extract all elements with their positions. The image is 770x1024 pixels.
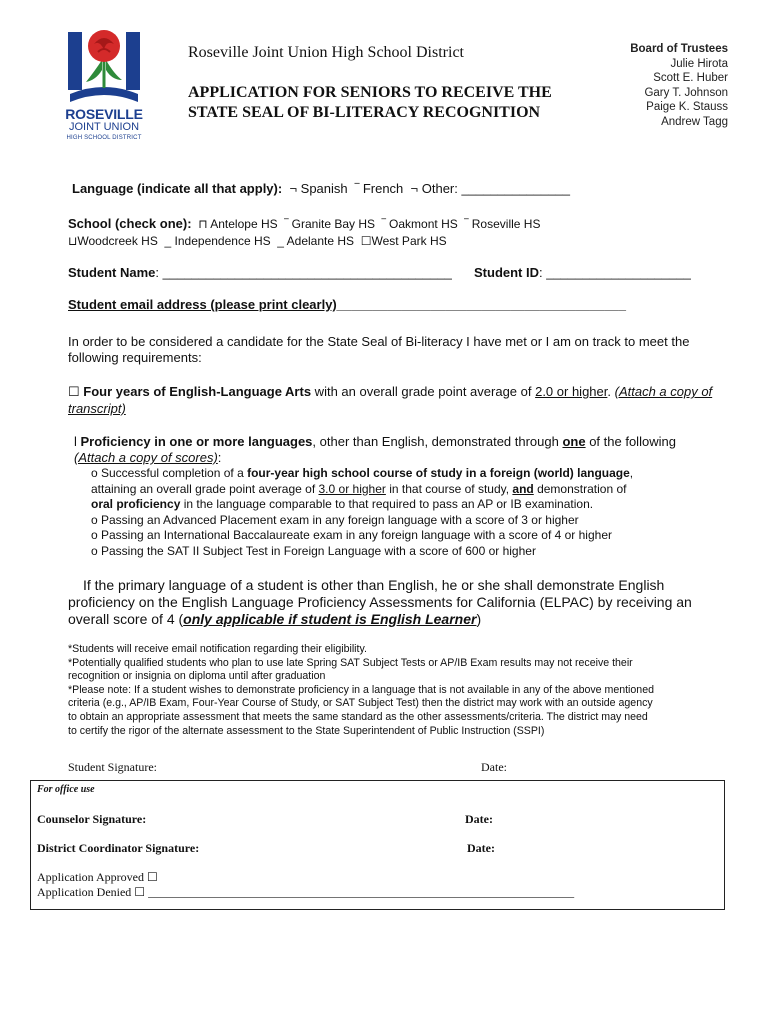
application-denied-checkbox[interactable]: Application Denied ☐: [37, 885, 149, 899]
checkbox-other[interactable]: ¬: [406, 181, 422, 196]
student-name-label: Student Name: [68, 265, 156, 280]
form-title-line1: APPLICATION FOR SENIORS TO RECEIVE THE: [188, 84, 552, 101]
elpac-line2: proficiency on the English Language Proficiency Assessments for California (ELPAC) by receiving an: [68, 594, 692, 610]
req-language-one: one: [562, 434, 586, 449]
student-signature-field[interactable]: Student Signature:: [68, 760, 157, 774]
intro-paragraph: In order to be considered a candidate for the State Seal of Bi-literacy I have met or I am on track to meet the following requirements:: [68, 334, 690, 365]
note-alternate-1: *Please note: If a student wishes to demonstrate proficiency in a language that is not available in any of the above mentioned: [68, 683, 654, 696]
option-french-label: French: [362, 181, 404, 196]
school-row-2: [68, 234, 447, 248]
application-denied-line[interactable]: _______________________________________________________________________: [148, 885, 575, 899]
option-spanish-label: Spanish: [300, 181, 348, 196]
student-email-label: Student email address (please print clearly): [68, 297, 337, 312]
checkbox-spanish[interactable]: ¬: [285, 181, 301, 196]
logo-word-joint-union: JOINT UNION: [68, 121, 140, 133]
board-member: Andrew Tagg: [661, 115, 728, 128]
elpac-line3-pre: overall score of 4 (: [68, 611, 184, 627]
school-row-1: [68, 216, 540, 231]
student-name-line[interactable]: : ________________________________________: [155, 265, 452, 280]
school-independence-label: Independence HS: [174, 234, 271, 248]
checkbox-roseville[interactable]: ‾: [461, 217, 472, 231]
note-alternate-2: criteria (e.g., AP/IB Exam, Four-Year Course of Study, or SAT Subject Test) then the district may work with an outside agency: [68, 697, 653, 710]
checkbox-west-park[interactable]: ☐: [357, 234, 372, 248]
checkbox-granite-bay[interactable]: ‾: [280, 217, 292, 231]
logo-word-hsd: HIGH SCHOOL DISTRICT: [66, 135, 142, 141]
student-date-field[interactable]: Date:: [481, 760, 507, 774]
board-member: Scott E. Huber: [653, 72, 728, 84]
sub-course-l2-and: and: [512, 481, 534, 496]
note-alternate-4: to certify the rigor of the alternate assessment to the State Superintendent of Public Instruction (SSPI): [68, 724, 545, 737]
counselor-date-field[interactable]: Date:: [465, 812, 493, 826]
board-heading: Board of Trustees: [630, 43, 728, 55]
note-late-tests-2: recognition or insignia on diploma until after graduation: [68, 670, 326, 683]
sub-criterion-course-line3: [91, 497, 633, 513]
checkbox-independence[interactable]: _: [161, 234, 175, 248]
sub-course-l2-gpa: 3.0 or higher: [318, 481, 386, 496]
school-adelante-label: Adelante HS: [286, 234, 355, 248]
school-roseville-label: Roseville HS: [471, 217, 541, 231]
sub-criterion-course: [91, 466, 633, 482]
req-english-dot: .: [607, 384, 615, 399]
sub-course-pre: o Successful completion of a: [91, 466, 248, 480]
req-language-text: , other than English, demonstrated through: [312, 434, 563, 449]
sub-course-bold: four-year high school course of study in a foreign (world) language: [247, 466, 630, 480]
requirement-english: [68, 383, 718, 417]
board-member: Paige K. Stauss: [646, 101, 728, 113]
checkbox-french[interactable]: ‾: [351, 181, 363, 196]
board-member: Julie Hirota: [670, 57, 728, 70]
sub-criteria-list: [91, 466, 633, 559]
notes-section: [68, 643, 654, 738]
application-denied-row: [37, 885, 574, 900]
note-late-tests-1: *Potentially qualified students who plan to use late Spring SAT Subject Tests or AP/IB Exam results may not receive their: [68, 656, 633, 669]
req-english-attach: (Attach a copy of transcript): [68, 384, 713, 416]
student-id-line[interactable]: : ____________________: [539, 265, 691, 280]
note-alternate-3: to obtain an appropriate assessment that meets the same standard as the other assessments/criteria. The district may need: [68, 710, 648, 723]
school-oakmont-label: Oakmont HS: [389, 217, 458, 231]
requirement-language: [74, 434, 724, 466]
sub-course-l3-post: in the language comparable to that required to pass an AP or IB examination.: [180, 497, 594, 511]
checkbox-woodcreek[interactable]: ⊔: [68, 234, 78, 248]
rose-book-emblem-icon: [64, 24, 144, 106]
elpac-line3-post: ): [476, 611, 482, 627]
sub-course-l3-bold: oral proficiency: [91, 497, 181, 511]
elpac-line3-bold: only applicable if student is English Learner: [183, 611, 477, 627]
req-language-attach: (Attach a copy of scores): [74, 450, 218, 465]
logo-word-roseville: ROSEVILLE: [65, 106, 143, 122]
office-use-box: [30, 780, 725, 910]
checkbox-req-english[interactable]: ☐: [68, 384, 80, 399]
sub-course-l2-pre: attaining an overall grade point average of: [91, 481, 319, 496]
req-english-bold: Four years of English-Language Arts: [83, 384, 312, 399]
checkbox-oakmont[interactable]: ‾: [378, 217, 390, 231]
note-email: *Students will receive email notification regarding their eligibility.: [68, 643, 367, 655]
school-granite-bay-label: Granite Bay HS: [291, 217, 376, 231]
req-english-gpa: 2.0 or higher: [535, 384, 608, 399]
school-west-park-label: West Park HS: [371, 234, 447, 248]
application-approved-checkbox[interactable]: Application Approved ☐: [37, 870, 158, 884]
office-use-heading: For office use: [37, 784, 95, 795]
req-language-colon: :: [217, 450, 222, 465]
req-english-text: with an overall grade point average of: [311, 384, 536, 399]
district-logo: [64, 24, 144, 148]
district-name: Roseville Joint Union High School District: [188, 44, 464, 61]
sub-criterion-course-line2: [91, 482, 633, 498]
language-row: [72, 181, 570, 196]
student-email-field[interactable]: [68, 297, 626, 312]
school-label: School (check one):: [68, 216, 192, 231]
board-of-trustees: [630, 42, 728, 129]
sub-criterion-ap: o Passing an Advanced Placement exam in any foreign language with a score of 3 or higher: [91, 512, 579, 527]
req-language-bold: Proficiency in one or more languages: [80, 434, 313, 449]
checkbox-req-language[interactable]: l: [74, 434, 77, 449]
student-name-field[interactable]: [68, 265, 452, 280]
checkbox-antelope[interactable]: ⊓: [194, 217, 211, 231]
sub-criterion-sat: o Passing the SAT II Subject Test in Foreign Language with a score of 600 or higher: [91, 543, 536, 558]
language-label: Language (indicate all that apply):: [72, 181, 283, 196]
counselor-signature-field[interactable]: Counselor Signature:: [37, 812, 147, 826]
school-woodcreek-label: Woodcreek HS: [77, 234, 158, 248]
elpac-line3: [68, 611, 692, 628]
school-antelope-label: Antelope HS: [210, 217, 278, 231]
sub-course-post: ,: [629, 466, 634, 480]
student-email-line[interactable]: ________________________________________: [336, 297, 626, 312]
sub-course-l2-post: demonstration of: [533, 481, 627, 496]
req-language-text2: of the following: [585, 434, 676, 449]
board-member: Gary T. Johnson: [644, 86, 728, 99]
checkbox-adelante[interactable]: _: [273, 234, 287, 248]
student-id-label: Student ID: [474, 265, 539, 280]
coordinator-signature-field[interactable]: District Coordinator Signature:: [37, 841, 200, 855]
sub-criterion-ib: o Passing an International Baccalaureate exam in any foreign language with a score of 4 or higher: [91, 528, 612, 542]
coordinator-date-field[interactable]: Date:: [467, 841, 495, 855]
sub-course-l2-mid: in that course of study,: [385, 481, 513, 496]
elpac-line1: If the primary language of a student is other than English, he or she shall demonstrate English: [83, 577, 665, 593]
form-title-line2: STATE SEAL OF BI-LITERACY RECOGNITION: [188, 104, 541, 121]
student-id-field[interactable]: [474, 265, 691, 280]
elpac-paragraph: [68, 577, 692, 628]
option-other-field[interactable]: Other: _______________: [421, 181, 570, 196]
